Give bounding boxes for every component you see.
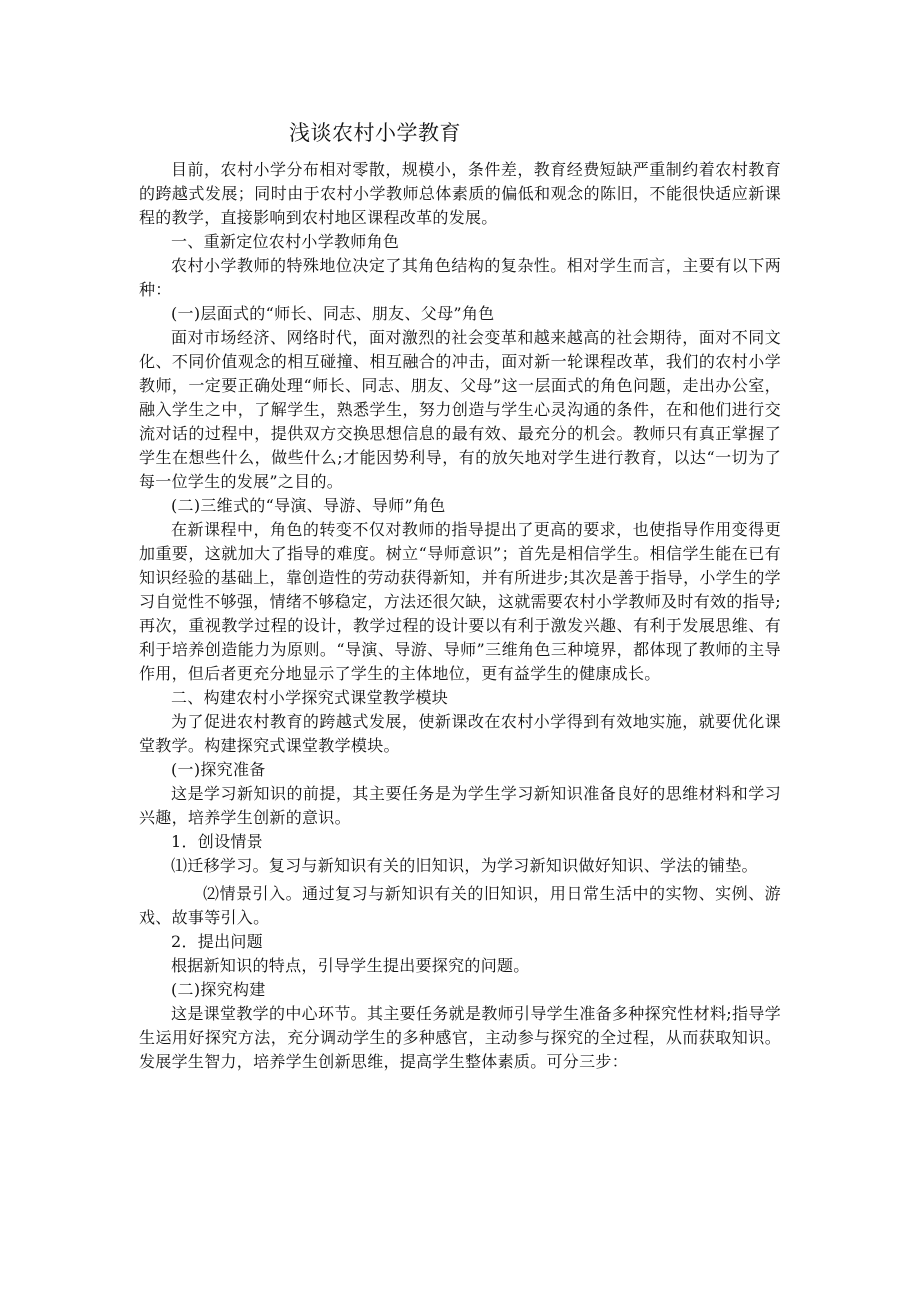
subsection-heading-1-2: (二)三维式的“导演、导游、导师”角色: [171, 496, 446, 515]
section-heading-2: 二、构建农村小学探究式课堂教学模块: [171, 688, 449, 707]
list-paragraph: ⑴迁移学习。复习与新知识有关的旧知识，为学习新知识做好知识、学法的铺垫。: [171, 856, 758, 875]
section-heading-1: 一、重新定位农村小学教师角色: [171, 232, 400, 251]
intro-paragraph: 目前，农村小学分布相对零散，规模小，条件差，教育经费短缺严重制约着农村教育的跨越式发展；同时由于农村小学教师总体素质的偏低和观念的陈旧，不能很快适应新课程的教学，直接影响到农村地区课程改革的发展。: [139, 160, 781, 227]
paragraph: 这是学习新知识的前提，其主要任务是为学生学习新知识准备良好的思维材料和学习兴趣，培养学生创新的意识。: [139, 784, 781, 827]
document-title: 浅谈农村小学教育: [289, 121, 461, 145]
subsection-heading-2-1: (一)探究准备: [171, 760, 266, 779]
paragraph: 农村小学教师的特殊地位决定了其角色结构的复杂性。相对学生而言，主要有以下两种：: [139, 256, 781, 299]
list-paragraph: ⑵情景引入。通过复习与新知识有关的旧知识，用日常生活中的实物、实例、游戏、故事等引入。: [139, 884, 781, 927]
paragraph: 根据新知识的特点，引导学生提出要探究的问题。: [171, 956, 530, 975]
subsection-heading-1-1: (一)层面式的“师长、同志、朋友、父母”角色: [171, 304, 495, 323]
paragraph: 面对市场经济、网络时代，面对激烈的社会变革和越来越高的社会期待，面对不同文化、不同价值观念的相互碰撞、相互融合的冲击，面对新一轮课程改革，我们的农村小学教师，一定要正确处理“师长、同志、朋友、父母”这一层面式的角色问题，走出办公室，融入学生之中，了解学生，熟悉学生，努力创造与学生心灵沟通的条件，在和他们进行交流对话的过程中，提供双方交换思想信息的最有效、最充分的机会。教师只有真正掌握了学生在想些什么，做些什么;才能因势利导，有的放矢地对学生进行教育，以达“一切为了每一位学生的发展”之目的。: [139, 328, 781, 491]
paragraph: 为了促进农村教育的跨越式发展，使新课改在农村小学得到有效地实施，就要优化课堂教学。构建探究式课堂教学模块。: [139, 712, 781, 755]
subsection-heading-2-2: (二)探究构建: [171, 980, 266, 999]
item-heading-1: 1．创设情景: [171, 832, 263, 851]
document-page: [139, 118, 781, 1074]
paragraph: 这是课堂教学的中心环节。其主要任务就是教师引导学生准备多种探究性材料;指导学生运用好探究方法，充分调动学生的多种感官，主动参与探究的全过程，从而获取知识。发展学生智力，培养学生创新思维，提高学生整体素质。可分三步：: [139, 1004, 781, 1071]
paragraph: 在新课程中，角色的转变不仅对教师的指导提出了更高的要求，也使指导作用变得更加重要，这就加大了指导的难度。树立“导师意识”；首先是相信学生。相信学生能在已有知识经验的基础上，靠创造性的劳动获得新知，并有所进步;其次是善于指导，小学生的学习自觉性不够强，情绪不够稳定，方法还很欠缺，这就需要农村小学教师及时有效的指导;再次，重视教学过程的设计，教学过程的设计要以有利于激发兴趣、有利于发展思维、有利于培养创造能力为原则。“导演、导游、导师”三维角色三种境界，都体现了教师的主导作用，但后者更充分地显示了学生的主体地位，更有益学生的健康成长。: [139, 520, 781, 683]
item-heading-2: 2．提出问题: [171, 932, 263, 951]
